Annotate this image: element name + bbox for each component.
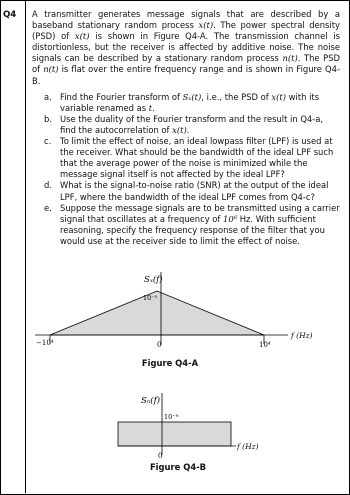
part-a — [32, 92, 340, 114]
peak-label: 10⁻⁵ — [143, 294, 158, 302]
figure-a-caption: Figure Q4-A — [141, 358, 199, 368]
tick-label-right: 10⁴ — [259, 341, 271, 349]
intro-text: is flat over the entire frequency range and is shown in Figure Q4-B. — [32, 64, 340, 86]
part-b — [32, 114, 340, 136]
x-axis-label: f (Hz) — [291, 331, 313, 340]
part-segment: . — [186, 124, 190, 135]
part-segment: Hz. With sufficient reasoning, specify the frequency response of the filter that you would use at the receiver side to limit the effect of noise. — [60, 213, 325, 246]
figure-q4-b — [100, 385, 260, 461]
intro-text: . The power spectral density (PSD) of — [32, 20, 340, 42]
x-axis-label: f (Hz) — [237, 442, 259, 451]
part-label: b. — [44, 113, 52, 124]
math-sx-of-t: Sₓ(t) — [182, 91, 202, 102]
math-t: t — [148, 102, 153, 113]
tick-label-left: −10⁴ — [36, 339, 54, 347]
level-label: 10⁻⁹ — [164, 413, 179, 421]
math-x-of-t: x(t) — [172, 124, 187, 135]
math-x-of-t: x(t) — [198, 20, 214, 31]
part-label: a. — [44, 91, 52, 102]
part-text: What is the signal-to-noise ratio (SNR) at the output of the ideal LPF, where the bandwidth of the ideal LPF comes from Q4-c? — [60, 180, 329, 202]
part-d — [32, 180, 340, 202]
math-x-of-t: x(t) — [74, 31, 90, 42]
noise-psd-band — [118, 422, 231, 446]
part-segment: . — [152, 102, 155, 113]
part-label: d. — [44, 180, 52, 191]
part-c — [32, 136, 340, 180]
intro-text: is shown in Figure Q4-A. The transmission channel is distortionless, but the receiver is affected by additive noise. The noise signals can be described by a stationary random process — [32, 31, 341, 64]
y-axis-label: Sₓ(f) — [144, 275, 163, 285]
part-e — [32, 203, 340, 247]
y-axis-label: Sₙ(f) — [141, 396, 161, 406]
part-segment: Suppose the message signals are to be transmitted using a carrier signal that oscillates at a frequency of — [60, 202, 340, 224]
math-x-of-t: x(t) — [271, 91, 286, 102]
part-segment: Use the duality of the Fourier transform and the result in Q4-a, find the autocorrelation of — [60, 113, 324, 135]
column-divider — [25, 0, 26, 493]
question-body — [32, 9, 340, 247]
question-parts — [32, 92, 340, 247]
figure-q4-a — [26, 266, 348, 358]
intro-text: A transmitter generates message signals that are described by a baseband stationary random process — [32, 9, 340, 31]
tick-label-zero: 0 — [158, 452, 163, 460]
math-n-of-t: n(t) — [282, 53, 298, 64]
question-intro — [32, 9, 340, 87]
part-text — [60, 92, 340, 114]
part-segment: , i.e., the PSD of — [201, 91, 272, 102]
math-n-of-t: n(t) — [43, 64, 59, 75]
part-segment: Find the Fourier transform of — [60, 91, 183, 102]
intro-text: . The PSD of — [32, 53, 340, 75]
part-text — [60, 203, 340, 247]
part-label: e. — [44, 202, 52, 213]
part-segment: with its variable renamed as — [60, 91, 320, 113]
figure-b-caption: Figure Q4-B — [149, 462, 207, 472]
question-number: Q4 — [3, 10, 17, 20]
part-label: c. — [44, 136, 52, 147]
part-text — [60, 114, 340, 136]
math-carrier-frequency: 10⁶ — [223, 213, 238, 224]
tick-label-zero: 0 — [157, 341, 162, 349]
part-text: To limit the effect of noise, an ideal lowpass filter (LPF) is used at the receiver. What should be the bandwidth of the ideal LPF such that the average power of the noise is minimized while the message signal itself is not affected by the ideal LPF? — [60, 136, 334, 180]
